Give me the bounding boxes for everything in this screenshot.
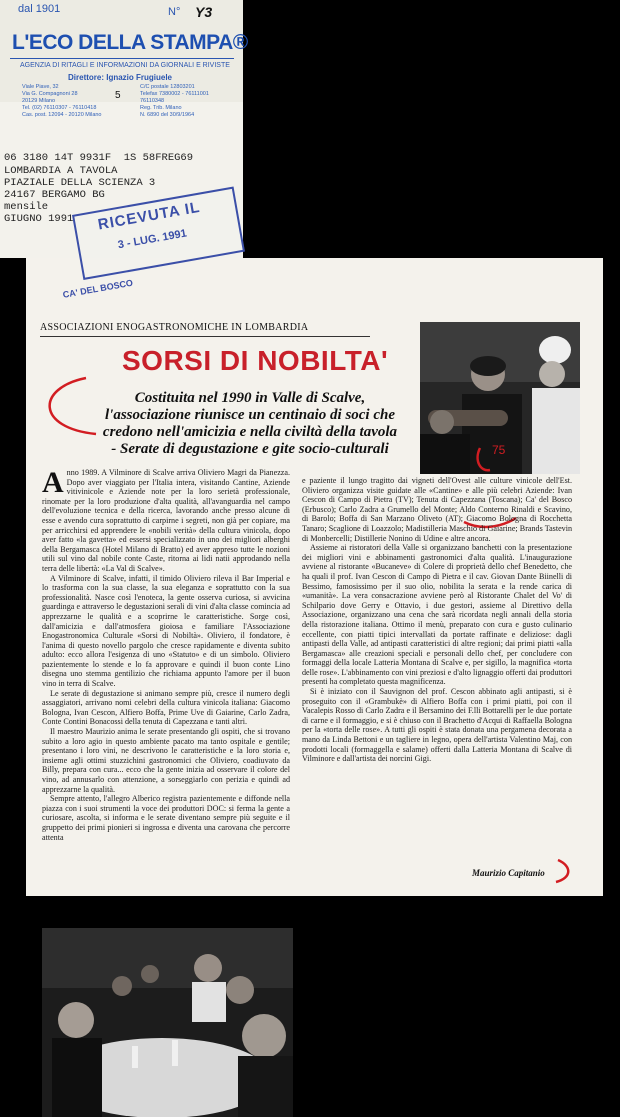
section-heading: ASSOCIAZIONI ENOGASTRONOMICHE IN LOMBARDIA (40, 322, 309, 333)
paragraph: Le serate di degustazione si animano sempre più, cresce il numero degli assaggiatori, arrivano nomi celebri della cultura vinicola italiana: Giacomo Bologna, Ivan Cescon, Alfiero Boffa, Prime Uve di Gaiarine, Carlo Zadra, Conte Contini Bonacossi della tenuta di Capezzana e tanti altri. (42, 688, 290, 727)
blank-area (306, 896, 603, 1117)
recipient-line: mensile (4, 201, 49, 213)
paragraph: e paziente il lungo tragitto dai vigneti dell'Ovest alle culture vinicole dell'Est. Oliviero organizza visite guidate alle «Cantine» e alle più celebri Aziende: Ivan Cescon di Campo di Pietra (TV); Tenuta di Capezzana (Toscana); Ca' del Bosco (Erbusco); Carlo Zadra a Grumello del Monte; Aldo Conterno Rinaldi e Scavino, di Barolo; Boffa di San Marzano Oliveto (AT); Giacomo Bologna di Rocchetta Tanaro; Scaglione di Loazzolo; Madistilleria Maschio di Gaiarine; Brands Tastevin di Monbercelli; Distillerie Nonino di Udine e altre ancora. (302, 476, 572, 543)
recipient-line: 24167 BERGAMO BG (4, 189, 105, 201)
article-subtitle: Costituita nel 1990 in Valle di Scalve, l'associazione riunisce un centinaio di soci che credono nell'amicizia e nella civiltà della tavola - Serate di degustazione e gite socio-culturali (102, 390, 398, 457)
paragraph: A Vilminore di Scalve, infatti, il timido Oliviero rileva il Bar Imperial e lo trasforma con la sua classe, la sua eleganza e soprattutto con la sua professionalità. Nasce così l'enoteca, la gente osserva curiosa, si avvicina guardinga e attraverso le degustazioni serali di vini d'alta classe comincia ad apprezzarne le qualità e a scoprirne le caratteristiche. Sorge così, dall'amicizia e dall'atmosfera gioiosa e familiare l'Associazione Enogastronomica Culturale «Sorsi di Nobiltà». Oliviero, il fondatore, è l'anima di questo novello pargolo che cresce rapidamente e diventa subito adulto: ecco allora l'esigenza di uno «Statuto» e di un simbolo. Oliviero pazientemente lo stende e lo fa approvare e quindi il buon conte Lino disegna uno stemma gentilizio che richiama appunto l'amore per il buon vino in terra di Scalve. (42, 573, 290, 689)
red-marker-annotation (470, 440, 520, 480)
agency-address: Viale Piave, 32 Via G. Compagnoni 28 20129 Milano Tel. (02) 76110307 - 76110418 Cas. post. 12094 - 20120 Milano (22, 84, 102, 118)
paragraph: Assieme ai ristoratori della Valle si organizzano banchetti con la presentazione dei migliori vini e abbinamenti gastronomici d'alta qualità. L'inaugurazione avviene al ristorante «Bucaneve» di Colere di proprietà dello chef Benedetto, che ha quali il prof. Ivan Cescon di Campo di Pietra e il cav. Giovan Dante Biinelli di Bessimo, famosissimo per il suo olio, nobilita la serata e la rende carica di «umanità». La vera consacrazione avviene però al Ristorante Chalet del Vo' di Schilpario dove Gerry e Ottavio, i due gestori, assieme al Direttivo della Associazione, organizzano una cena che sarà ricordata negli annali della storia della ristorazione italiana. Ottimo il menù, preparato con cura e gusto culinario eccellente, con piatti tipici intervallati da portate raffinate e deliziose: dagli antipasti della Valle, ad antipasti caratteristici di altre regioni; dai primi piatti «alla Bergamasca» alle creazioni speciali e personali dello chef, per concludere con formaggi della locale Latteria Montana di Scalve e, per sigillo, la magnifica «torta delle rose». L'abbinamento con vini preziosi e d'alto lignaggio offerti dai produttori presenti ha completato questa magnificenza. (302, 543, 572, 687)
divider (40, 336, 370, 337)
stamp-received: RICEVUTA IL (96, 198, 202, 234)
paragraph: Il maestro Maurizio anima le serate presentando gli ospiti, che si trovano subito a loro agio in questo ambiente pacato ma tanto ospitale e gentile; presentano i loro vini, ne descrivono le caratteristiche e la loro storia e, insieme agli ottimi stuzzichini gastronomici che Oliviero, coadiuvato da Billy, prepara con cura... ecco che la gente inizia ad osservare il colore del vino, ad annusarlo con attenzione, a sorseggiarlo con perizia e quindi ad apprezzarne la qualità. (42, 727, 290, 794)
stamp-company: CA' DEL BOSCO (62, 277, 134, 300)
agency-contacts: C/C postale 12803201 Telefax 7380002 - 76111001 76110348 Reg. Trib. Milano N. 6890 del 30/9/1964 (140, 84, 209, 118)
article-title: SORSI DI NOBILTA' (122, 345, 389, 376)
paragraph: Si è iniziato con il Sauvignon del prof. Cescon abbinato agli antipasti, si è proseguito con il «Grambukè» di Alfiero Boffa con i primi piatti, poi con il Vacalepis Rosso di Carlo Zadra e il Bersamino dei F.lli Bottarelli per le due portate di carne e il formaggio, e si è chiuso con il Brachetto d'Acqui di Raffaella Bologna per la «torta delle rose». A tutti gli ospiti è stata donata una pergamena decorata a mano da Linda Bettoni e un tagliere in legno, opera dell'artista Valentino Maj, con prodotti locali (formaggella e salame) offerti dalla Latteria Montana di Scalve di Vilminore e dall'artista dei norcini Gigi. (302, 687, 572, 764)
svg-text:75: 75 (492, 443, 506, 457)
paragraph: nno 1989. A Vilminore di Scalve arriva Oliviero Magri da Pianezza. Dopo aver viaggiato per l'Italia intera, visitando Cantine, Aziende vitivinicole e Aziende note per la loro serietà professionale, rinomate per la loro produzione d'alta qualità, all'avanguardia nel campo dell'evoluzione tecnica e della ricerca, lavorando anche presso alcune di esse e avendo cura soprattutto di carpirne i segreti, non già per copiare, ma per arricchirsi ed apprendere le «nobili verità» della cultura vinicola, dopo aver fatto «la gavetta» ed essersi specializzato in uno dei migliori alberghi della Bergamasca (Hotel Milano di Bratto) ed aver appreso tutte le nozioni utili sul vino dal nobile conte Caste, ritorna ai lidi natii approdando nella terra delle libertà: «La Val di Scalve». (42, 468, 290, 573)
agency-number-label: N° (168, 6, 181, 18)
red-marker-annotation (552, 856, 582, 886)
article-column-1 (42, 468, 290, 918)
recipient-line: GIUGNO 1991 (4, 213, 74, 225)
divider (10, 58, 234, 59)
agency-director: Direttore: Ignazio Frugiuele (68, 73, 173, 82)
drop-cap: A (42, 468, 64, 499)
paragraph: Sempre attento, l'allegro Alberico registra pazientemente e diffonde nella piazza con i suoi strumenti la voce dei produttori DOC: si ferma la gente a curiosare, ascolta, si informa e le serate diventano sempre più seguite e il gruppetto dei primi pionieri si ingrossa e diventa una carovana che percorre attenta (42, 794, 290, 842)
agency-since: dal 1901 (18, 3, 61, 15)
article-column-2 (302, 476, 572, 866)
agency-subtitle: AGENZIA DI RITAGLI E INFORMAZIONI DA GIORNALI E RIVISTE (20, 62, 230, 69)
recipient-line: PIAZIALE DELLA SCIENZA 3 (4, 177, 156, 189)
agency-name: L'ECO DELLA STAMPA® (12, 31, 248, 54)
sequence-number: 5 (115, 90, 121, 101)
agency-number: Y3 (195, 4, 213, 20)
photo-dinner-guests (42, 928, 293, 1117)
stamp-date: 3 - LUG. 1991 (116, 227, 188, 252)
recipient-line: LOMBARDIA A TAVOLA (4, 165, 118, 177)
author-signature: Maurizio Capitanio (472, 868, 545, 878)
red-marker-annotation (26, 368, 126, 448)
recipient-line: 06 3180 14T 9931F 1S 58FREG69 (4, 152, 194, 164)
